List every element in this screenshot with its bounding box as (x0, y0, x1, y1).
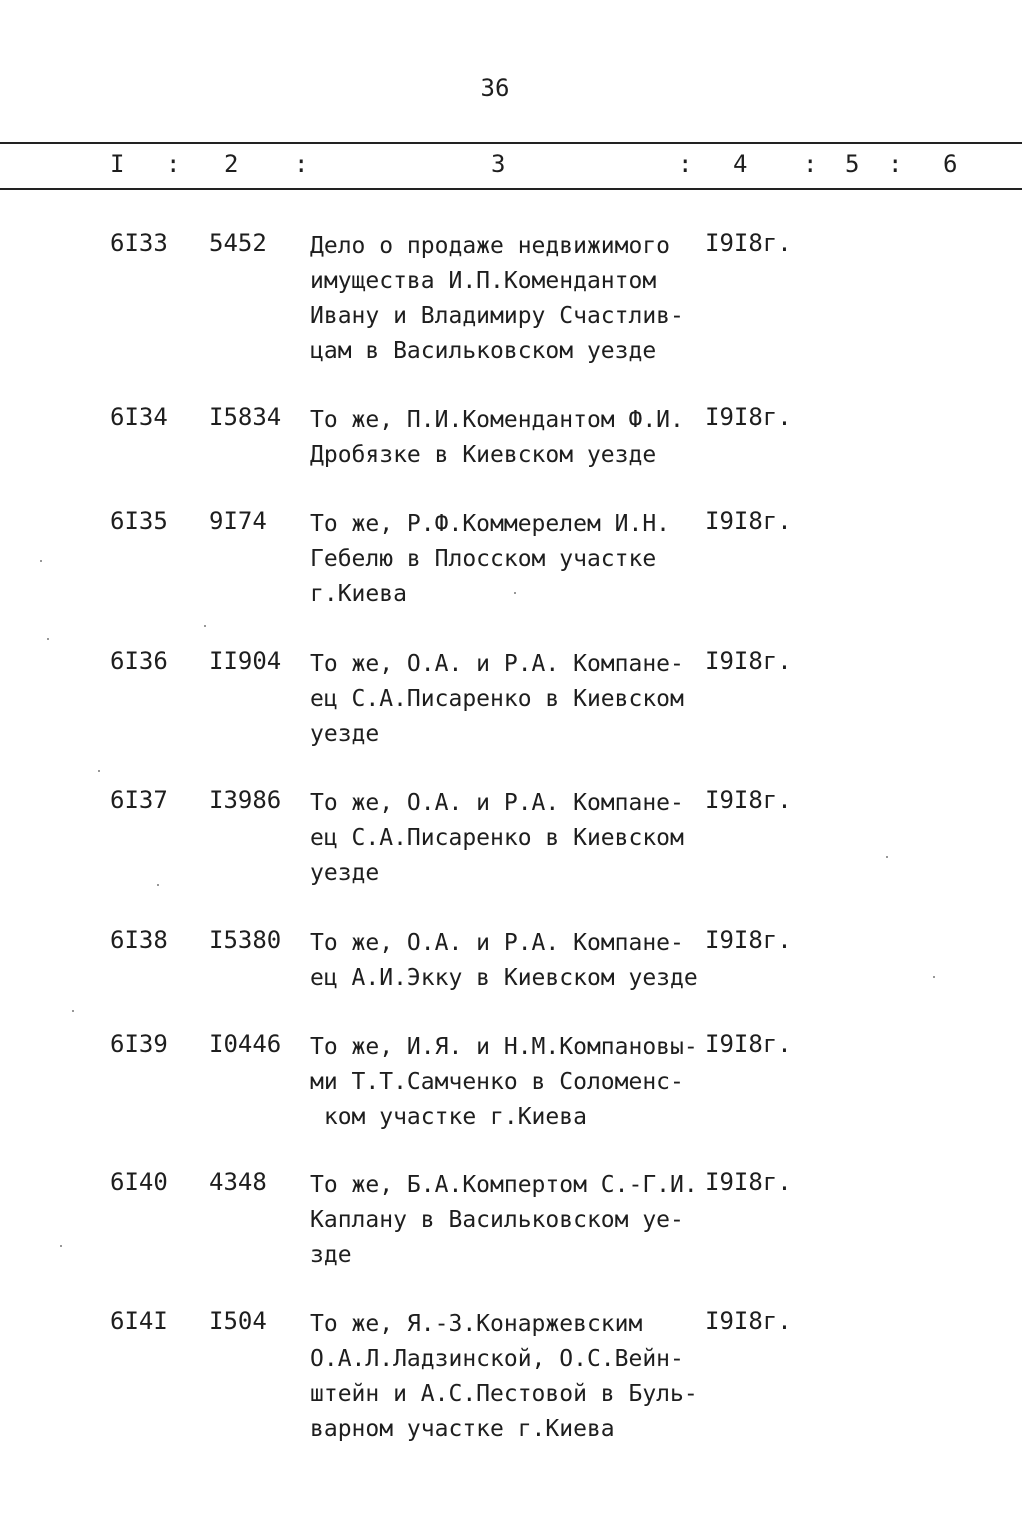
entry-description (310, 1168, 710, 1273)
header-separator: : (678, 150, 693, 178)
header-col-2: 2 (224, 150, 239, 178)
scan-speck (204, 625, 206, 627)
entry-file-number: I3986 (209, 786, 282, 814)
description-line: Каплану в Васильковском уе- (310, 1207, 684, 1233)
description-line: То же, О.А. и Р.А. Компане- (310, 790, 684, 816)
description-line: То же, О.А. и Р.А. Компане- (310, 930, 684, 956)
header-col-1: I (110, 150, 125, 178)
entry-description (310, 926, 710, 996)
description-line: имущества И.П.Комендантом (310, 268, 657, 294)
entry-number: 6I35 (110, 507, 168, 535)
description-line: г.Киева (310, 581, 407, 607)
entry-number: 6I38 (110, 926, 168, 954)
description-line: То же, Я.-З.Конаржевским (310, 1311, 643, 1337)
description-line: То же, Р.Ф.Коммерелем И.Н. (310, 511, 671, 537)
entry-file-number: I504 (209, 1307, 267, 1335)
entry-year: I9I8г. (705, 786, 792, 814)
page-number: 36 (480, 74, 510, 102)
entry-file-number: II904 (209, 647, 282, 675)
scan-speck (157, 884, 159, 886)
entry-number: 6I33 (110, 229, 168, 257)
scan-speck (60, 1245, 62, 1247)
description-line: уезде (310, 721, 380, 747)
entry-year: I9I8г. (705, 647, 792, 675)
description-line: То же, О.А. и Р.А. Компане- (310, 651, 684, 677)
header-top-rule (0, 142, 1022, 144)
scan-speck (47, 638, 49, 640)
entry-file-number: I5834 (209, 403, 282, 431)
entry-year: I9I8г. (705, 1307, 792, 1335)
header-separator: : (888, 150, 903, 178)
entry-description (310, 403, 710, 473)
entry-year: I9I8г. (705, 507, 792, 535)
description-line: варном участке г.Киева (310, 1416, 615, 1442)
entry-year: I9I8г. (705, 1030, 792, 1058)
entry-file-number: 5452 (209, 229, 267, 257)
description-line: О.А.Л.Ладзинской, О.С.Вейн- (310, 1346, 684, 1372)
description-line: ец С.А.Писаренко в Киевском (310, 825, 684, 851)
entry-number: 6I39 (110, 1030, 168, 1058)
header-separator: : (803, 150, 818, 178)
entry-number: 6I37 (110, 786, 168, 814)
entry-number: 6I34 (110, 403, 168, 431)
entry-year: I9I8г. (705, 1168, 792, 1196)
description-line: То же, И.Я. и Н.М.Компановы- (310, 1034, 698, 1060)
description-line: ец А.И.Экку в Киевском уезде (310, 965, 698, 991)
entry-number: 6I36 (110, 647, 168, 675)
entry-number: 6I4I (110, 1307, 168, 1335)
entry-description (310, 507, 710, 612)
scan-speck (98, 770, 100, 772)
entry-description (310, 229, 710, 369)
header-col-5: 5 (845, 150, 860, 178)
entry-description (310, 786, 710, 891)
description-line: ком участке г.Киева (310, 1104, 587, 1130)
header-separator: : (166, 150, 181, 178)
entry-file-number: 9I74 (209, 507, 267, 535)
header-separator: : (294, 150, 309, 178)
description-line: зде (310, 1242, 352, 1268)
description-line: Дело о продаже недвижимого (310, 233, 671, 259)
description-line: цам в Васильковском уезде (310, 338, 657, 364)
entry-description (310, 1030, 710, 1135)
description-line: Ивану и Владимиру Счастлив- (310, 303, 684, 329)
scan-speck (514, 592, 516, 594)
scan-speck (933, 976, 935, 978)
entry-file-number: 4348 (209, 1168, 267, 1196)
entry-file-number: I0446 (209, 1030, 282, 1058)
scan-speck (40, 560, 42, 562)
description-line: То же, П.И.Комендантом Ф.И. (310, 407, 684, 433)
entry-file-number: I5380 (209, 926, 282, 954)
header-bottom-rule (0, 188, 1022, 190)
header-col-3: 3 (491, 150, 506, 178)
entry-year: I9I8г. (705, 403, 792, 431)
header-col-6: 6 (943, 150, 958, 178)
entry-year: I9I8г. (705, 229, 792, 257)
description-line: ми Т.Т.Самченко в Соломенс- (310, 1069, 684, 1095)
entry-description (310, 1307, 710, 1447)
scan-speck (886, 856, 888, 858)
entry-number: 6I40 (110, 1168, 168, 1196)
description-line: Дробязке в Киевском уезде (310, 442, 657, 468)
description-line: ец С.А.Писаренко в Киевском (310, 686, 684, 712)
description-line: Гебелю в Плосском участке (310, 546, 657, 572)
description-line: уезде (310, 860, 380, 886)
header-col-4: 4 (733, 150, 748, 178)
entry-year: I9I8г. (705, 926, 792, 954)
entry-description (310, 647, 710, 752)
description-line: штейн и А.С.Пестовой в Буль- (310, 1381, 698, 1407)
description-line: То же, Б.А.Компертом С.-Г.И. (310, 1172, 698, 1198)
scan-speck (72, 1010, 74, 1012)
